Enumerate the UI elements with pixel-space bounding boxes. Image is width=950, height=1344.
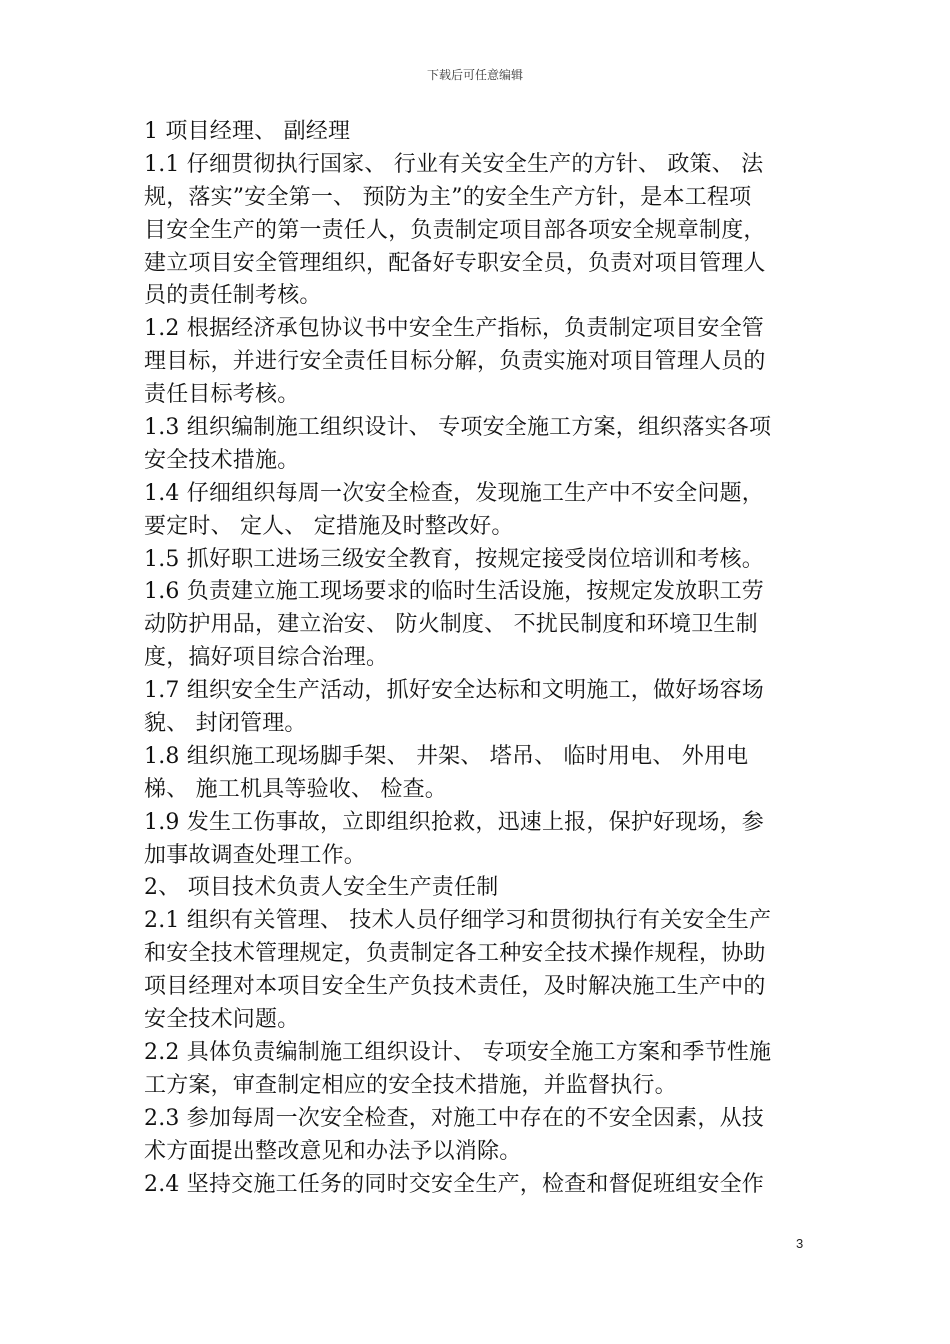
body-text-line: 术方面提出整改意见和办法予以消除。	[144, 1138, 522, 1164]
body-text-line: 目安全生产的第一责任人，负责制定项目部各项安全规章制度，	[144, 217, 766, 243]
body-text-line: 工方案，审查制定相应的安全技术措施，并监督执行。	[144, 1072, 677, 1098]
body-text-line: 1.6 负责建立施工现场要求的临时生活设施，按规定发放职工劳	[144, 579, 764, 605]
body-text-line: 加事故调查处理工作。	[144, 842, 367, 868]
body-text-line: 建立项目安全管理组织，配备好专职安全员，负责对项目管理人	[144, 250, 766, 276]
page-number: 3	[796, 1236, 804, 1251]
body-text-line: 1.9 发生工伤事故，立即组织抢救，迅速上报，保护好现场，参	[144, 809, 764, 835]
body-text-line: 1.4 仔细组织每周一次安全检查，发现施工生产中不安全问题，	[144, 480, 764, 506]
body-text-line: 要定时、 定人、 定措施及时整改好。	[144, 513, 514, 539]
page-header: 下载后可任意编辑	[426, 68, 523, 82]
body-text-line: 度，搞好项目综合治理。	[144, 645, 389, 671]
body-text-line: 2、 项目技术负责人安全生产责任制	[144, 875, 499, 901]
body-text-line: 1 项目经理、 副经理	[144, 119, 351, 144]
body-text-line: 项目经理对本项目安全生产负技术责任，及时解决施工生产中的	[144, 974, 766, 1000]
body-text-line: 和安全技术管理规定，负责制定各工种安全技术操作规程，协助	[144, 941, 766, 967]
body-text-line: 1.8 组织施工现场脚手架、 井架、 塔吊、 临时用电、 外用电	[144, 743, 749, 769]
body-text-line: 理目标，并进行安全责任目标分解，负责实施对项目管理人员的	[144, 349, 766, 375]
document-body	[144, 116, 810, 1201]
body-text-line: 2.3 参加每周一次安全检查，对施工中存在的不安全因素，从技	[144, 1105, 764, 1131]
body-text-line: 责任目标考核。	[144, 382, 300, 408]
body-text-line: 安全技术措施。	[144, 447, 300, 473]
body-text-line: 员的责任制考核。	[144, 283, 322, 309]
body-text-line: 1.1 仔细贯彻执行国家、 行业有关安全生产的方针、 政策、 法	[144, 151, 764, 177]
body-text-line: 梯、 施工机具等验收、 检查。	[144, 776, 447, 802]
body-text-line: 1.5 抓好职工进场三级安全教育，按规定接受岗位培训和考核。	[144, 546, 764, 572]
body-text-line: 1.7 组织安全生产活动，抓好安全达标和文明施工，做好场容场	[144, 678, 764, 704]
body-text-line: 规，落实”安全第一、 预防为主”的安全生产方针，是本工程项	[144, 184, 752, 210]
body-text-line: 2.2 具体负责编制施工组织设计、 专项安全施工方案和季节性施	[144, 1039, 772, 1065]
body-text-line: 2.4 坚持交施工任务的同时交安全生产，检查和督促班组安全作	[144, 1171, 764, 1197]
body-text-line: 2.1 组织有关管理、 技术人员仔细学习和贯彻执行有关安全生产	[144, 908, 772, 934]
body-text-line: 1.2 根据经济承包协议书中安全生产指标，负责制定项目安全管	[144, 316, 764, 342]
body-text-line: 安全技术问题。	[144, 1007, 300, 1033]
body-text-line: 1.3 组织编制施工组织设计、 专项安全施工方案，组织落实各项	[144, 415, 772, 441]
body-text-line: 动防护用品，建立治安、 防火制度、 不扰民制度和环境卫生制	[144, 612, 758, 638]
body-text-line: 貌、 封闭管理。	[144, 711, 307, 737]
